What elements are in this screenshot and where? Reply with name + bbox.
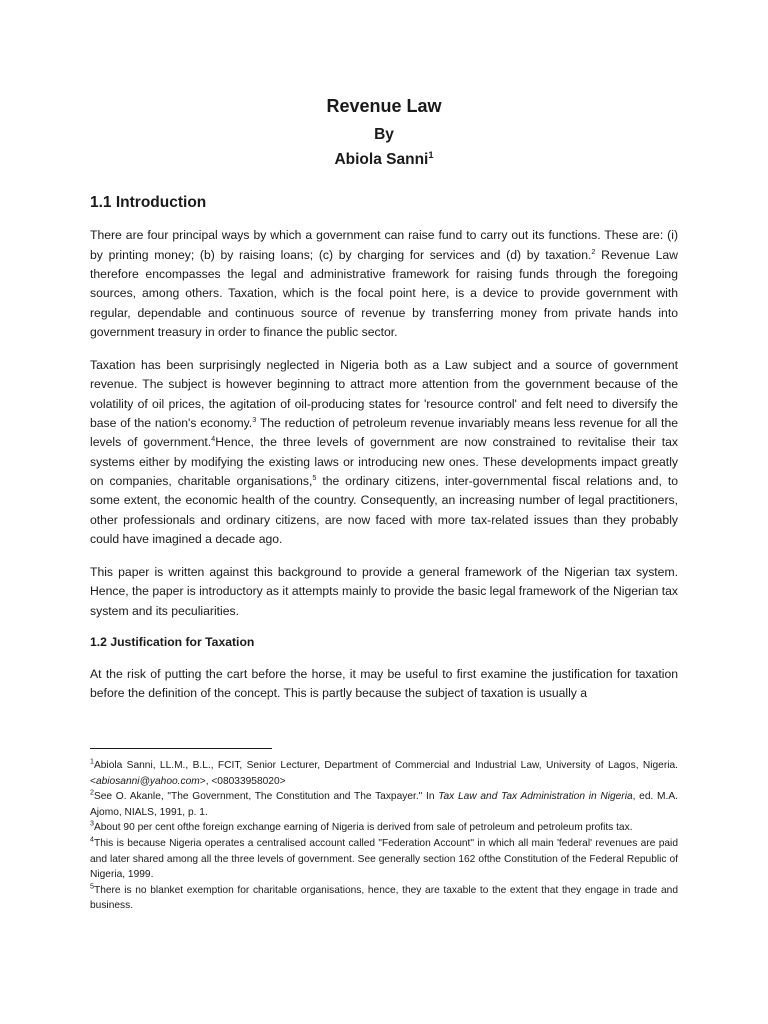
justification-paragraph-1: At the risk of putting the cart before the horse, it may be useful to first examine the justification for taxation before the definition of the concept. This is partly because the subject of taxation is usually a — [90, 666, 678, 701]
footnotes — [90, 748, 678, 914]
footnote-2-number: 2 — [90, 788, 94, 797]
section-heading-introduction: 1.1 Introduction — [90, 193, 207, 211]
intro-p2-text-a: Taxation has been surprisingly neglected in Nigeria both as a Law subject and a source of government revenue. The subject is however beginning to attract more attention from the government because of the volatility of oil prices, the agitation of oil-producing states for 'resource control' and felt need to diversify the base of the nation's economy. — [90, 358, 678, 431]
intro-p1-text-a: There are four principal ways by which a government can raise fund to carry out its functions. These are: (i) by printing money; (b) by raising loans; (c) by charging for services and (d) by taxation. — [90, 228, 678, 262]
footnote-2-text-b: , ed. M.A. Ajomo, NIALS, 1991, p. 1. — [90, 791, 678, 818]
section-heading-justification: 1.2 Justification for Taxation — [90, 635, 255, 650]
author-name — [90, 151, 678, 170]
footnote-2 — [90, 789, 678, 820]
footnote-1 — [90, 758, 678, 789]
title-block — [90, 0, 678, 170]
footnote-3 — [90, 820, 678, 836]
intro-paragraph-2 — [90, 356, 678, 549]
footnote-4-text: This is because Nigeria operates a centralised account called "Federation Account" in which all main 'federal' revenues are paid and later shared among all the three levels of government. See generally section 162 ofthe Constitution of the Federal Republic of Nigeria, 1999. — [90, 837, 678, 881]
footnote-ref-1[interactable]: 1 — [428, 150, 434, 161]
footnote-ref-2[interactable]: 2 — [591, 246, 596, 256]
footnote-5-text: There is no blanket exemption for charitable organisations, hence, they are taxable to the extent that they engage in trade and business. — [90, 884, 678, 912]
footnote-ref-3[interactable]: 3 — [252, 414, 257, 424]
intro-paragraph-1 — [90, 226, 678, 342]
document-title: Revenue Law — [326, 96, 442, 116]
footnote-2-text-a: See O. Akanle, "The Government, The Constitution and The Taxpayer." In — [93, 791, 439, 803]
footnote-1-email[interactable]: abiosanni@yahoo.com — [95, 775, 200, 787]
intro-p2-text-c: Hence, the three levels of government are now constrained to revitalise their tax systems either by modifying the existing laws or introducing new ones. These developments impact greatly on companies, charitable organisations, — [90, 435, 679, 488]
intro-p2-text-d: the ordinary citizens, inter-governmental fiscal relations and, to some extent, the economic health of the country. Consequently, an increasing number of legal practitioners, other professionals and ordinary citizens, are now faced with more tax-related issues than they probably could have imagined a decade ago. — [90, 473, 678, 546]
intro-p1-text-b: Revenue Law therefore encompasses the legal and administrative framework for raising funds through the foregoing sources, among others. Taxation, which is the focal point here, is a device to provide government with regular, dependable and continuous source of revenue by transferring money from private hands into government treasury in order to finance the public sector. — [90, 247, 678, 339]
footnote-5 — [90, 883, 678, 914]
footnote-4 — [90, 836, 678, 883]
footnote-3-number: 3 — [90, 819, 94, 828]
footnote-1-number: 1 — [90, 757, 94, 766]
intro-p2-text-b: The reduction of petroleum revenue invariably means less revenue for all the levels of government. — [90, 416, 678, 450]
footnote-5-number: 5 — [90, 882, 94, 891]
footnote-1-text: Abiola Sanni, LL.M., B.L., FCIT, Senior Lecturer, Department of Commercial and Industrial Law, University of Lagos, Nigeria. < — [90, 760, 678, 787]
footnote-1-tail: >, <08033958020> — [199, 775, 286, 787]
footnote-2-book-title: Tax Law and Tax Administration in Nigeria — [438, 791, 633, 803]
footnote-3-text: About 90 per cent ofthe foreign exchange earning of Nigeria is derived from sale of petroleum and petroleum profits tax. — [93, 822, 633, 834]
author-name-text: Abiola Sanni — [334, 151, 429, 169]
footnote-ref-5[interactable]: 5 — [312, 472, 317, 482]
footnote-separator — [90, 748, 272, 749]
by-line: By — [374, 125, 394, 143]
footnote-ref-4[interactable]: 4 — [211, 434, 216, 444]
footnote-4-number: 4 — [90, 835, 94, 844]
intro-paragraph-3: This paper is written against this background to provide a general framework of the Nigerian tax system. Hence, the paper is introductory as it attempts mainly to provide the basic legal framework of the Nigerian tax system and its peculiarities. — [90, 565, 678, 618]
